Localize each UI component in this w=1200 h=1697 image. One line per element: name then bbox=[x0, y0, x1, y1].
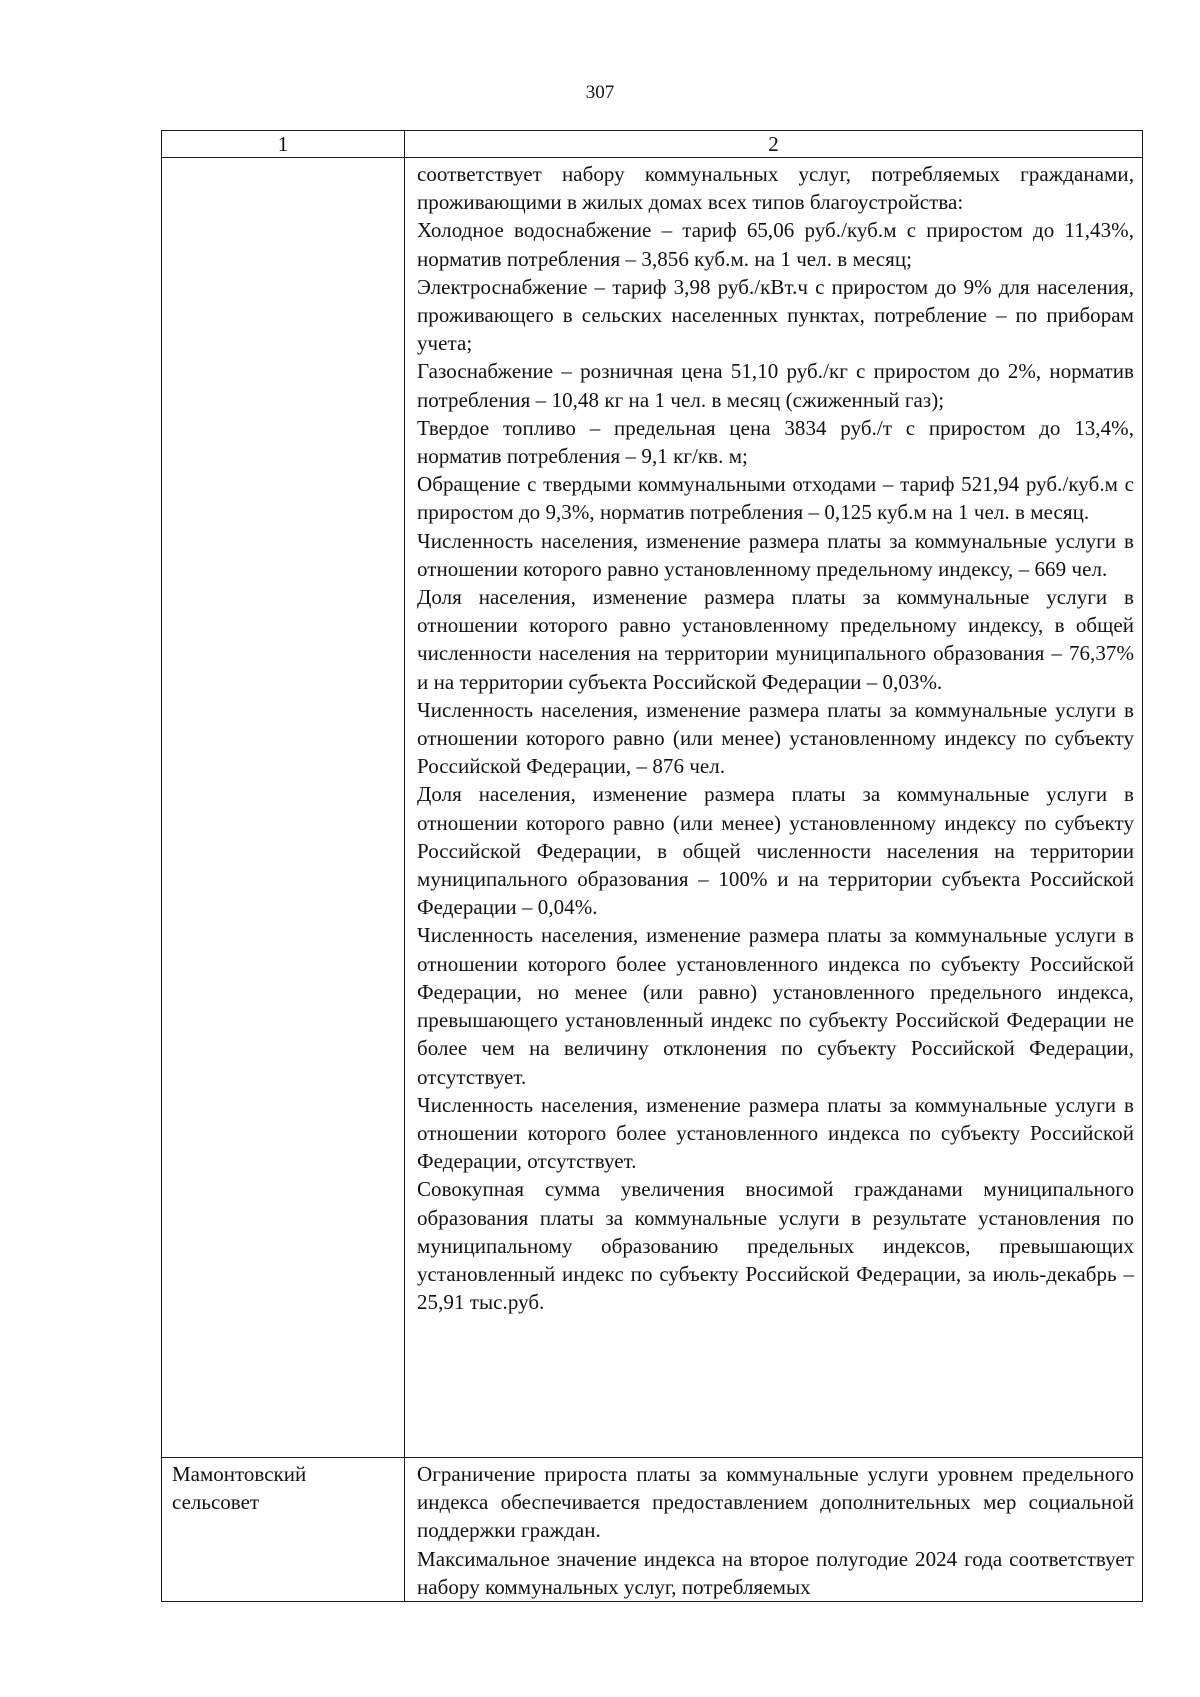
paragraph: Максимальное значение индекса на второе полугодие 2024 года соответствует набору коммунальных услуг, потребляемых bbox=[417, 1546, 1134, 1599]
paragraph: Ограничение прироста платы за коммунальные услуги уровнем предельного индекса обеспечивается предоставлением дополнительных мер социальной поддержки граждан. bbox=[417, 1462, 1134, 1543]
paragraph: Численность населения, изменение размера платы за коммунальные услуги в отношении которого более установленного индекса по субъекту Российской Федерации, отсутствует. bbox=[417, 1092, 1134, 1174]
table-header-row bbox=[162, 131, 1143, 158]
paragraph: Совокупная сумма увеличения вносимой гражданами муниципального образования платы за коммунальные услуги в результате установления по муниципальному образованию предельных индексов, превышающих установленный индекс по субъекту Российской Федерации, за июль-декабрь – 25,91 тыс.руб. bbox=[417, 1177, 1134, 1315]
description-cell bbox=[405, 158, 1143, 1458]
municipal-index-table bbox=[161, 130, 1143, 1602]
column-header-1: 1 bbox=[162, 131, 405, 158]
municipality-name-cell: Мамонтовский сельсовет bbox=[162, 1458, 405, 1602]
paragraph: Численность населения, изменение размера платы за коммунальные услуги в отношении которого более установленного индекса по субъекту Российской Федерации, но менее (или равно) установленного предельного индекса, превышающего установленный индекс по субъекту Российской Федерации не более чем на величину отклонения по субъекту Российской Федерации, отсутствует. bbox=[417, 923, 1134, 1089]
paragraph: Доля населения, изменение размера платы за коммунальные услуги в отношении которого равно установленному предельному индексу, в общей численности населения на территории муниципального образования – 76,37% и на территории субъекта Российской Федерации – 0,03%. bbox=[417, 585, 1134, 694]
table-row bbox=[162, 158, 1143, 1458]
paragraph: Холодное водоснабжение – тариф 65,06 руб./куб.м с приростом до 11,43%, норматив потребления – 3,856 куб.м. на 1 чел. в месяц; bbox=[417, 218, 1134, 271]
municipality-name-cell bbox=[162, 158, 405, 1458]
paragraph: Численность населения, изменение размера платы за коммунальные услуги в отношении которого равно установленному предельному индексу, – 669 чел. bbox=[417, 528, 1134, 581]
paragraph: Численность населения, изменение размера платы за коммунальные услуги в отношении которого равно (или менее) установленному индексу по субъекту Российской Федерации, – 876 чел. bbox=[417, 697, 1134, 779]
page-number: 307 bbox=[585, 82, 615, 103]
paragraph: Доля населения, изменение размера платы за коммунальные услуги в отношении которого равно (или менее) установленному индексу по субъекту Российской Федерации, в общей численности населения на территории муниципального образования – 100% и на территории субъекта Российской Федерации – 0,04%. bbox=[417, 782, 1134, 920]
paragraph: Электроснабжение – тариф 3,98 руб./кВт.ч с приростом до 9% для населения, проживающего в сельских населенных пунктах, потребление – по приборам учета; bbox=[417, 274, 1134, 356]
paragraph: Газоснабжение – розничная цена 51,10 руб./кг с приростом до 2%, норматив потребления – 10,48 кг на 1 чел. в месяц (сжиженный газ); bbox=[417, 359, 1134, 412]
paragraph: Твердое топливо – предельная цена 3834 руб./т с приростом до 13,4%, норматив потребления – 9,1 кг/кв. м; bbox=[417, 415, 1134, 469]
paragraph: соответствует набору коммунальных услуг, потребляемых гражданами, проживающими в жилых домах всех типов благоустройства: bbox=[417, 162, 1134, 215]
column-header-2: 2 bbox=[405, 131, 1143, 158]
table-row bbox=[162, 1458, 1143, 1602]
paragraph: Обращение с твердыми коммунальными отходами – тариф 521,94 руб./куб.м с приростом до 9,3%, норматив потребления – 0,125 куб.м на 1 чел. в месяц. bbox=[417, 472, 1134, 525]
description-cell bbox=[405, 1458, 1143, 1602]
